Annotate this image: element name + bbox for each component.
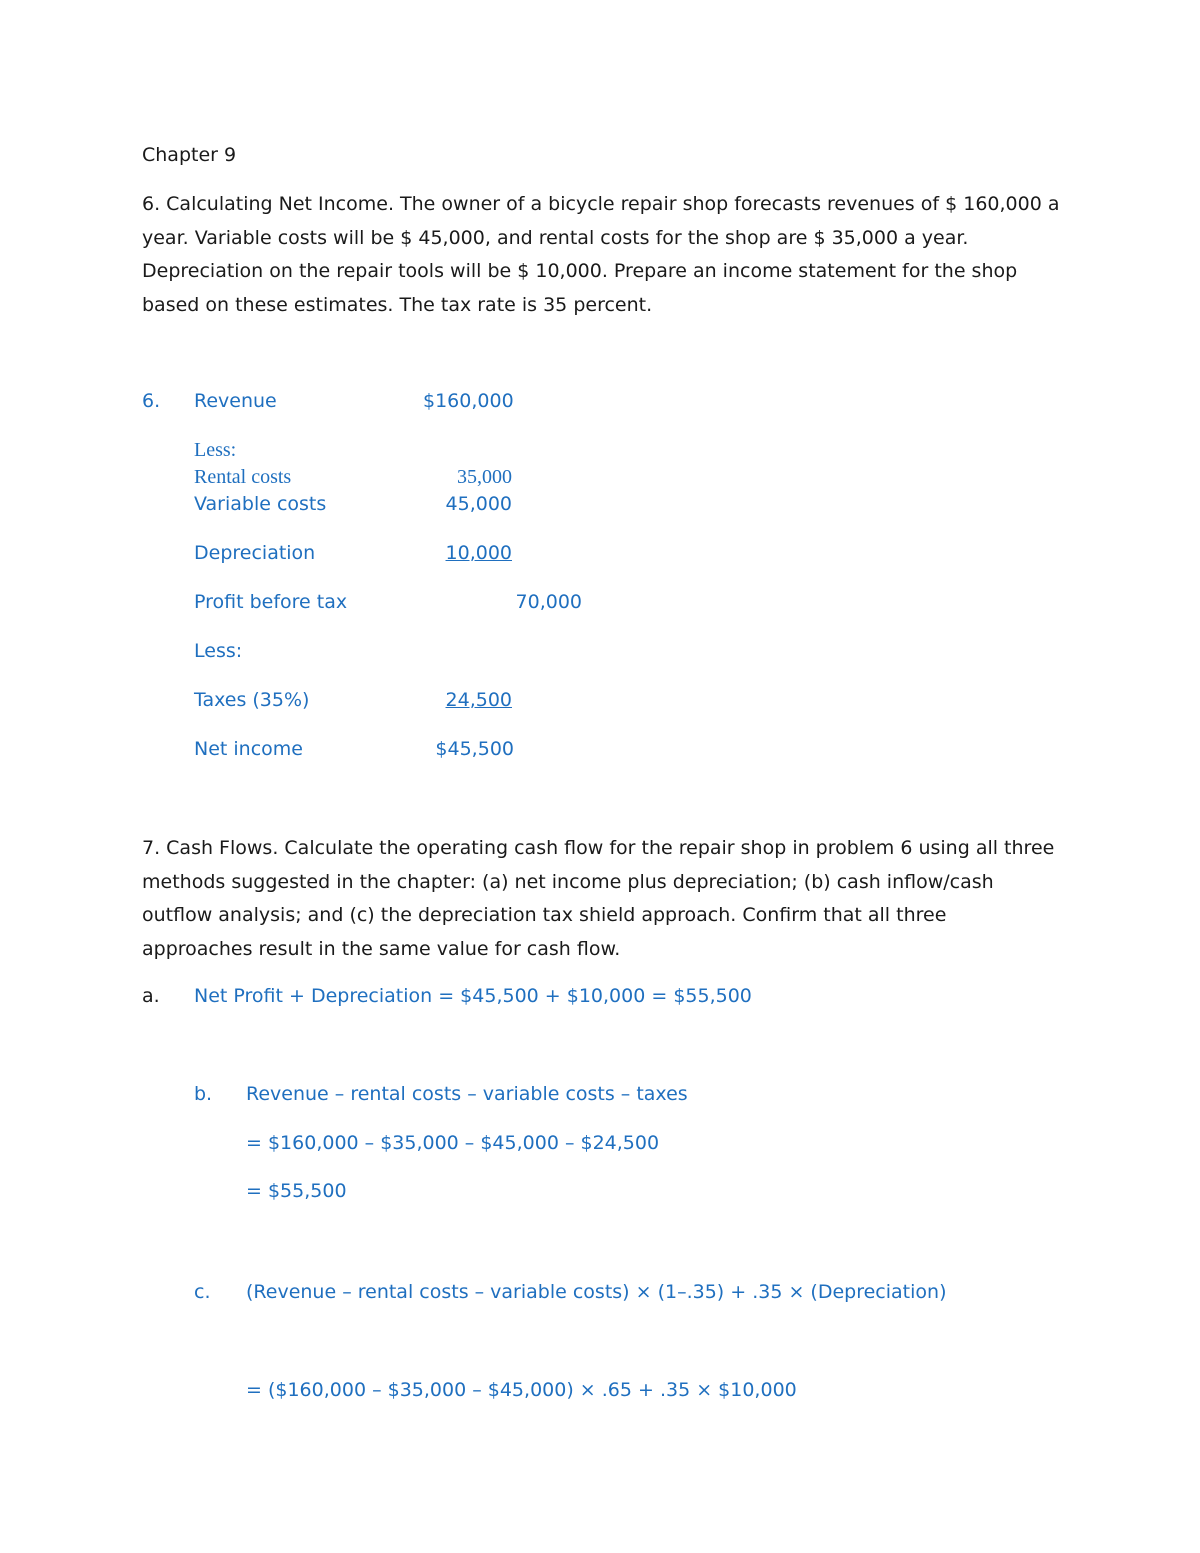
part-c-label: c. (194, 1281, 211, 1303)
part-a-text: Net Profit + Depreciation = $45,500 + $10,000 = $55,500 (194, 985, 752, 1007)
profit-before-tax-label: Profit before tax (194, 591, 348, 613)
part-b-line-3: = $55,500 (246, 1180, 347, 1202)
net-income-value: $45,500 (435, 738, 514, 760)
rental-costs-value: 35,000 (457, 466, 512, 488)
part-b-line-2: = $160,000 – $35,000 – $45,000 – $24,500 (246, 1132, 660, 1154)
part-c-line-2: = ($160,000 – $35,000 – $45,000) × .65 + .35 × $10,000 (246, 1379, 797, 1401)
taxes-label: Taxes (35%) (194, 689, 310, 711)
profit-before-tax-value: 70,000 (515, 591, 582, 613)
part-b-line-1: Revenue – rental costs – variable costs – taxes (246, 1083, 688, 1105)
part-a-label: a. (142, 985, 160, 1007)
revenue-value: $160,000 (423, 390, 514, 412)
part-b-label: b. (194, 1083, 213, 1105)
less-label-2: Less: (194, 640, 243, 662)
variable-costs-value: 45,000 (445, 493, 512, 515)
revenue-label: Revenue (194, 390, 277, 412)
variable-costs-label: Variable costs (194, 493, 327, 515)
depreciation-value: 10,000 (445, 542, 512, 564)
problem-6-question: 6. Calculating Net Income. The owner of a bicycle repair shop forecasts revenues of $ 160,000 a year. Variable costs will be $ 45,000, and rental costs for the shop are $ 35,000 a year. Depreciation on the repair tools will be $ 10,000. Prepare an income statement for the shop based on these estimates. The tax rate is 35 percent. (142, 193, 1060, 316)
part-c-line-1: (Revenue – rental costs – variable costs) × (1–.35) + .35 × (Depreciation) (246, 1281, 947, 1303)
problem-7-question: 7. Cash Flows. Calculate the operating cash flow for the repair shop in problem 6 using all three methods suggested in the chapter: (a) net income plus depreciation; (b) cash inflow/cash outflow analysis; and (c) the depreciation tax shield approach. Confirm that all three approaches result in the same value for cash flow. (142, 837, 1055, 960)
answer-6-number: 6. (142, 390, 161, 412)
less-label-1: Less: (194, 439, 237, 461)
depreciation-label: Depreciation (194, 542, 316, 564)
rental-costs-label: Rental costs (194, 466, 292, 488)
net-income-label: Net income (194, 738, 303, 760)
chapter-title: Chapter 9 (142, 144, 237, 166)
taxes-value: 24,500 (445, 689, 512, 711)
